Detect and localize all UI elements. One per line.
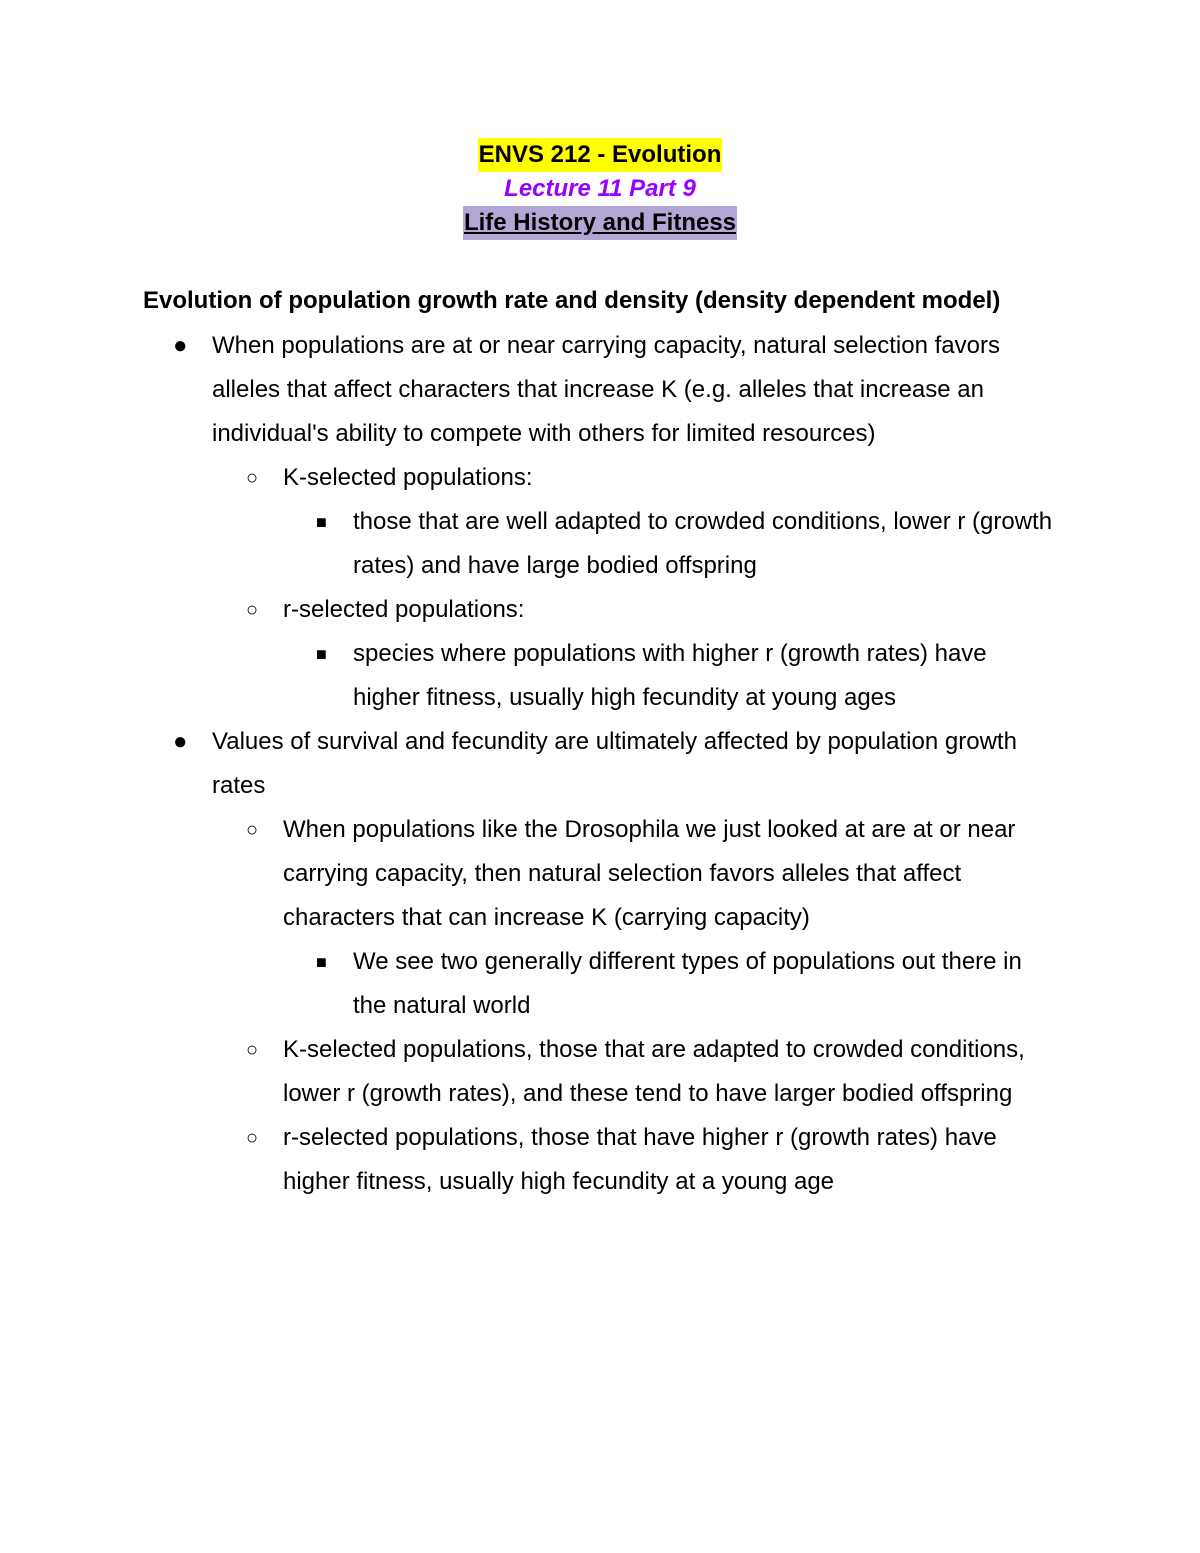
list-item <box>0 456 1063 500</box>
list-item-text: When populations like the Drosophila we just looked at are at or near carrying capacity, then natural selection favors alleles that affect characters that can increase K (carrying capacity) <box>283 816 1016 931</box>
topic-title-line <box>0 206 1200 240</box>
course-title: ENVS 212 - Evolution <box>478 138 723 172</box>
bullet-list <box>0 324 1200 1204</box>
bullet-marker: ■ <box>316 644 327 664</box>
list-item <box>0 1028 1063 1116</box>
list-item <box>0 500 1053 588</box>
bullet-marker: ○ <box>246 819 259 841</box>
list-item-text: those that are well adapted to crowded conditions, lower r (growth rates) and have large bodied offspring <box>353 508 1053 579</box>
list-item-text: K-selected populations: <box>283 464 533 491</box>
bullet-marker: ■ <box>316 952 327 972</box>
list-item <box>0 940 1053 1028</box>
bullet-marker: ○ <box>246 1039 259 1061</box>
list-item-text: r-selected populations: <box>283 596 525 623</box>
list-item <box>0 808 1063 940</box>
list-item <box>0 588 1063 632</box>
list-item-text: When populations are at or near carrying capacity, natural selection favors alleles that affect characters that increase K (e.g. alleles that increase an individual's ability to compete with others for limited resources) <box>212 332 1000 447</box>
bullet-marker: ○ <box>246 1127 259 1149</box>
course-title-line <box>0 138 1200 172</box>
list-item <box>0 324 1062 456</box>
list-item-text: K-selected populations, those that are adapted to crowded conditions, lower r (growth rates), and these tend to have larger bodied offspring <box>283 1036 1025 1107</box>
list-item <box>0 1116 1063 1204</box>
list-item-text: We see two generally different types of populations out there in the natural world <box>353 948 1022 1019</box>
bullet-marker: ● <box>173 728 188 755</box>
list-item-text: r-selected populations, those that have higher r (growth rates) have higher fitness, usually high fecundity at a young age <box>283 1124 997 1195</box>
list-item-text: species where populations with higher r (growth rates) have higher fitness, usually high fecundity at young ages <box>353 640 987 711</box>
topic-title: Life History and Fitness <box>463 206 737 240</box>
list-item <box>0 720 1062 808</box>
bullet-marker: ● <box>173 332 188 359</box>
list-item-text: Values of survival and fecundity are ultimately affected by population growth rates <box>212 728 1017 799</box>
title-block <box>0 138 1200 240</box>
bullet-marker: ■ <box>316 512 327 532</box>
bullet-marker: ○ <box>246 599 259 621</box>
section-heading: Evolution of population growth rate and density (density dependent model) <box>143 287 1001 314</box>
bullet-marker: ○ <box>246 467 259 489</box>
lecture-subtitle: Lecture 11 Part 9 <box>504 175 696 202</box>
list-item <box>0 632 1053 720</box>
